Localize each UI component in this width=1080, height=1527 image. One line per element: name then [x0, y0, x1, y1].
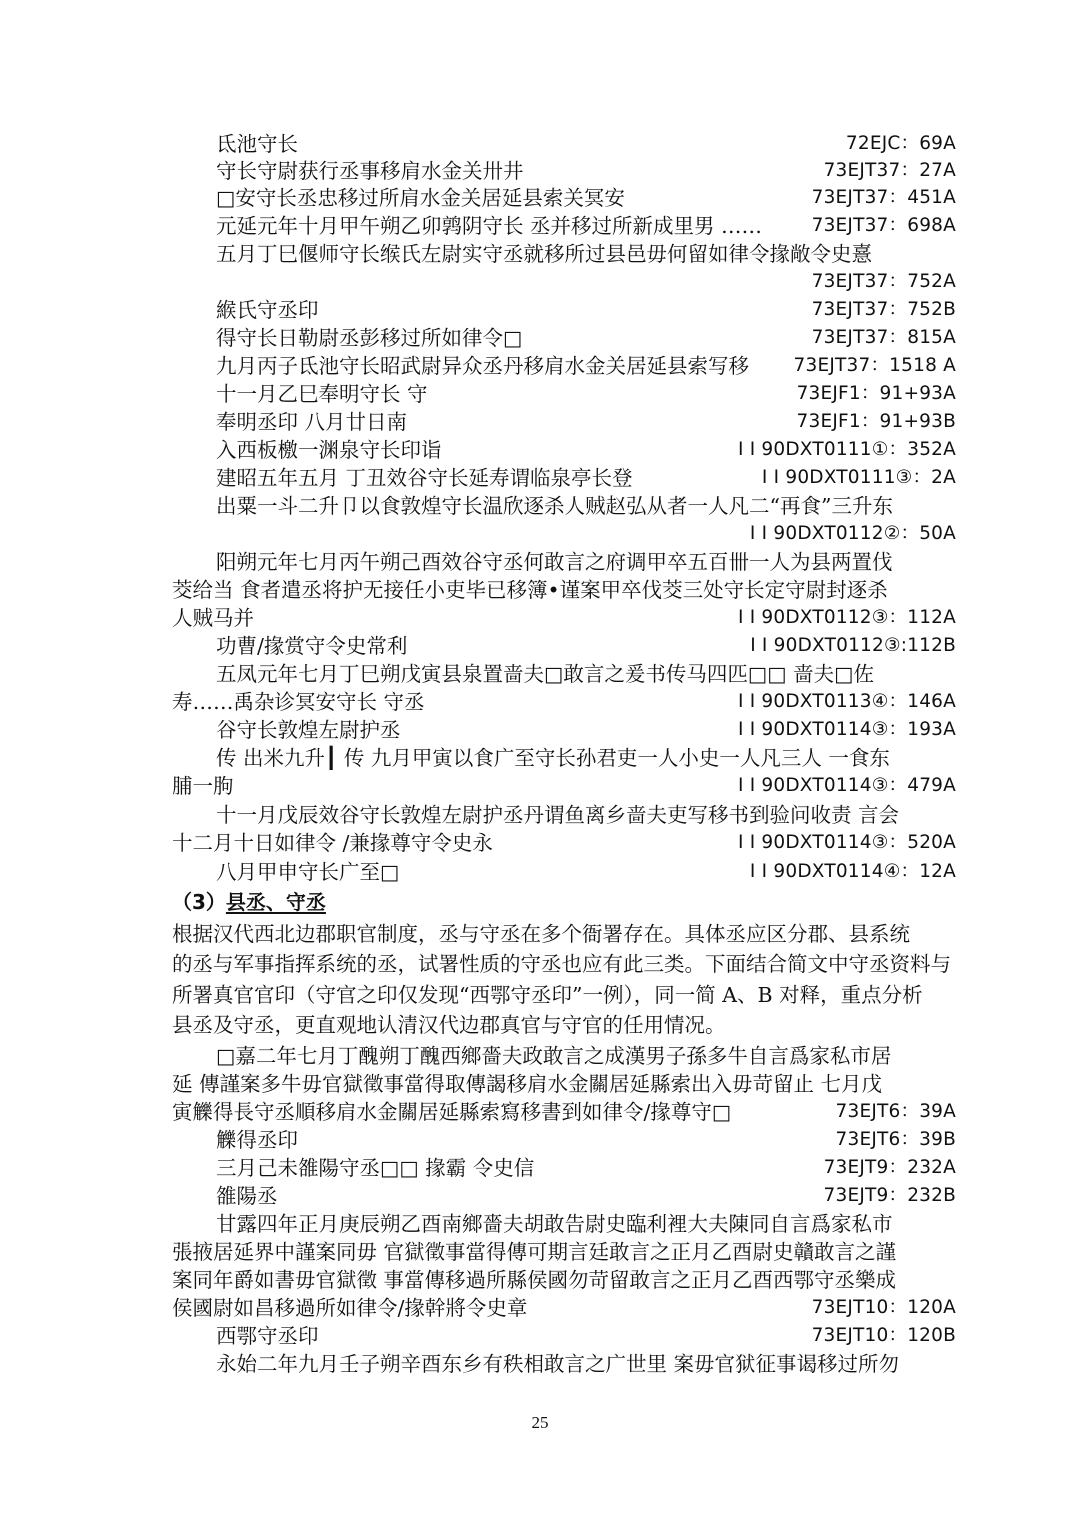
slip-entry — [216, 380, 956, 408]
slip-entry — [216, 744, 956, 772]
page-number: 25 — [531, 1413, 549, 1432]
slip-entry — [172, 829, 956, 857]
slip-text: 張掖居延界中謹案同毋 官獄徵事當得傳可期言廷敢言之正月乙酉尉史贛敢言之謹 — [172, 1240, 897, 1264]
slip-entry — [172, 1266, 956, 1294]
slip-text: 五月丁巳偃师守长缑氏左尉实守丞就移所过县邑毋何留如律令掾敞令史憙 — [216, 242, 872, 266]
paragraph-text: 的丞与军事指挥系统的丞，试署性质的守丞也应有此三类。下面结合简文中守丞资料与 — [172, 952, 951, 976]
slip-entry — [216, 1042, 956, 1070]
slip-entry — [216, 492, 956, 520]
slip-text: 十二月十日如律令 /兼掾尊守令史永 — [172, 831, 493, 855]
slip-text: 三月己未雒陽守丞□□ 掾霸 令史信 — [216, 1156, 535, 1180]
slip-ref: 73EJT9：232B — [823, 1185, 956, 1206]
slip-entry — [216, 1126, 956, 1154]
slip-ref: 73EJT37：27A — [823, 160, 956, 181]
slip-ref: 73EJF1：91+93B — [796, 411, 956, 432]
slip-text: 寅觻得長守丞順移肩水金關居延縣索寫移書到如律令/掾尊守□ — [172, 1100, 732, 1124]
slip-ref: 73EJF1：91+93A — [796, 383, 956, 404]
slip-text: 守长守尉获行丞事移肩水金关卅井 — [216, 159, 524, 183]
slip-entry — [216, 157, 956, 185]
slip-text: 西鄂守丞印 — [216, 1324, 319, 1348]
slip-entry — [216, 296, 956, 324]
slip-entry — [216, 660, 956, 688]
slip-entry — [216, 324, 956, 352]
slip-text: 延 傳謹案多牛毋官獄徵事當得取傳謁移肩水金關居延縣索出入毋苛留止 七月戊 — [172, 1072, 883, 1096]
slip-entry — [216, 548, 956, 576]
section-number: （3） — [172, 890, 226, 914]
slip-entry — [172, 1098, 956, 1126]
slip-entry — [172, 1294, 956, 1322]
section-heading — [172, 888, 956, 916]
slip-entry — [216, 1182, 956, 1210]
slip-text: 十一月戊辰效谷守长敦煌左尉护丞丹谓鱼离乡啬夫吏写移书到验问收责 言会 — [216, 803, 900, 827]
slip-ref: 73EJT6：39B — [835, 1129, 956, 1150]
slip-ref: I I 90DXT0112③:112B — [750, 635, 956, 656]
slip-ref: 73EJT37：1518 A — [793, 355, 956, 376]
slip-entry — [172, 688, 956, 716]
slip-text: 功曹/掾赏守令史常利 — [216, 634, 408, 658]
slip-entry — [216, 1322, 956, 1350]
slip-text: 谷守长敦煌左尉护丞 — [216, 718, 401, 742]
paragraph-line — [172, 950, 956, 978]
slip-text: 传 出米九升┃ 传 九月甲寅以食广至守长孙君吏一人小史一人凡三人 一食东 — [216, 746, 890, 770]
slip-entry — [216, 520, 956, 548]
slip-text: 甘露四年正月庚辰朔乙酉南鄉嗇夫胡敢告尉史臨利裡大夫陳同自言爲家私市 — [216, 1212, 893, 1236]
slip-text: □安守长丞忠移过所肩水金关居延县索关冥安 — [216, 186, 625, 210]
paragraph-text: 县丞及守丞，更直观地认清汉代边郡真官与守官的任用情况。 — [172, 1013, 726, 1037]
slip-ref: 73EJT10：120B — [811, 1325, 956, 1346]
slip-entry — [172, 576, 956, 604]
slip-ref: 73EJT37：451A — [811, 187, 956, 208]
slip-ref: I I 90DXT0114③：479A — [737, 775, 956, 796]
slip-entry — [216, 632, 956, 660]
slip-ref: 72EJC：69A — [845, 133, 956, 154]
slip-entry — [216, 240, 956, 268]
slip-text: 阳朔元年七月丙午朔己酉效谷守丞何敢言之府调甲卒五百卌一人为县两置伐 — [216, 550, 893, 574]
slip-text: 氐池守长 — [216, 132, 298, 156]
slip-text: □嘉二年七月丁醜朔丁醜西鄉嗇夫政敢言之成漢男子孫多牛自言爲家私市居 — [216, 1044, 892, 1068]
slip-entry — [216, 436, 956, 464]
slip-ref: 73EJT37：815A — [811, 327, 956, 348]
slip-ref: 73EJT37：698A — [811, 215, 956, 236]
slip-ref: 73EJT37：752B — [811, 299, 956, 320]
slip-ref: I I 90DXT0112③：112A — [737, 607, 956, 628]
slip-text: 寿……禹杂诊冥安守长 守丞 — [172, 690, 425, 714]
slip-ref: I I 90DXT0112②：50A — [749, 523, 956, 544]
slip-text: 侯國尉如昌移過所如律令/掾幹將令史章 — [172, 1296, 528, 1320]
slip-entry — [216, 858, 956, 886]
slip-text: 元延元年十月甲午朔乙卯鹑阴守长 丞并移过所新成里男 …… — [216, 214, 763, 238]
paragraph-line — [172, 920, 956, 948]
slip-text: 建昭五年五月 丁丑效谷守长延寿谓临泉亭长登 — [216, 466, 633, 490]
slip-text: 八月甲申守长广至□ — [216, 860, 400, 884]
slip-text: 入西板檄一渊泉守长印诣 — [216, 438, 442, 462]
slip-entry — [216, 1210, 956, 1238]
slip-entry — [216, 212, 956, 240]
section-title: 县丞、守丞 — [225, 890, 326, 914]
slip-entry — [216, 268, 956, 296]
slip-text: 奉明丞印 八月廿日南 — [216, 410, 408, 434]
slip-ref: I I 90DXT0114③：520A — [737, 832, 956, 853]
slip-ref: I I 90DXT0111③：2A — [761, 467, 956, 488]
slip-text: 脯一朐 — [172, 774, 234, 798]
slip-entry — [216, 130, 956, 158]
slip-ref: I I 90DXT0111①：352A — [737, 439, 956, 460]
slip-ref: 73EJT6：39A — [835, 1101, 956, 1122]
slip-entry — [216, 1154, 956, 1182]
slip-entry — [172, 1070, 956, 1098]
slip-text: 永始二年九月壬子朔辛酉东乡有秩相敢言之广世里 案毋官狱征事谒移过所勿 — [216, 1352, 900, 1376]
slip-entry — [216, 464, 956, 492]
slip-entry — [216, 352, 956, 380]
slip-text: 十一月乙巳奉明守长 守 — [216, 382, 428, 406]
slip-ref: I I 90DXT0113④：146A — [737, 691, 956, 712]
paragraph-text: 所署真官官印（守官之印仅发现“西鄂守丞印”一例），同一简 A、B 对释，重点分析 — [172, 983, 923, 1007]
slip-text: 茭给当 食者遣丞将护无接任小吏毕已移簿•谨案甲卒伐茭三处守长定守尉封逐杀 — [172, 578, 888, 602]
slip-ref: 73EJT9：232A — [823, 1157, 956, 1178]
paragraph-text: 根据汉代西北边郡职官制度，丞与守丞在多个衙署存在。具体丞应区分郡、县系统 — [172, 922, 910, 946]
slip-text: 五凤元年七月丁巳朔戊寅县泉置啬夫□敢言之爰书传马四匹□□ 啬夫□佐 — [216, 662, 874, 686]
paragraph-line — [172, 981, 956, 1009]
slip-entry — [172, 1238, 956, 1266]
slip-text: 出粟一斗二升卩以食敦煌守长温欣逐杀人贼赵弘从者一人凡二“再食”三升东 — [216, 494, 893, 518]
slip-text: 九月丙子氐池守长昭武尉异众丞丹移肩水金关居延县索写移 — [216, 354, 749, 378]
slip-ref: 73EJT10：120A — [811, 1297, 956, 1318]
slip-entry — [216, 408, 956, 436]
slip-text: 緱氏守丞印 — [216, 298, 319, 322]
slip-entry — [172, 604, 956, 632]
slip-ref: I I 90DXT0114④：12A — [749, 861, 956, 882]
slip-text: 得守长日勒尉丞彭移过所如律令□ — [216, 326, 523, 350]
slip-text: 觻得丞印 — [216, 1128, 298, 1152]
slip-entry — [216, 716, 956, 744]
slip-text: 人贼马并 — [172, 606, 254, 630]
slip-ref: I I 90DXT0114③：193A — [737, 719, 956, 740]
slip-text: 雒陽丞 — [216, 1184, 278, 1208]
paragraph-line — [172, 1011, 956, 1039]
slip-entry — [172, 772, 956, 800]
slip-text: 案同年爵如書毋官獄徵 事當傳移過所縣侯國勿苛留敢言之正月乙酉西鄂守丞樂成 — [172, 1268, 897, 1292]
slip-entry — [216, 801, 956, 829]
slip-ref: 73EJT37：752A — [811, 271, 956, 292]
slip-entry — [216, 1350, 956, 1378]
slip-entry — [216, 184, 956, 212]
